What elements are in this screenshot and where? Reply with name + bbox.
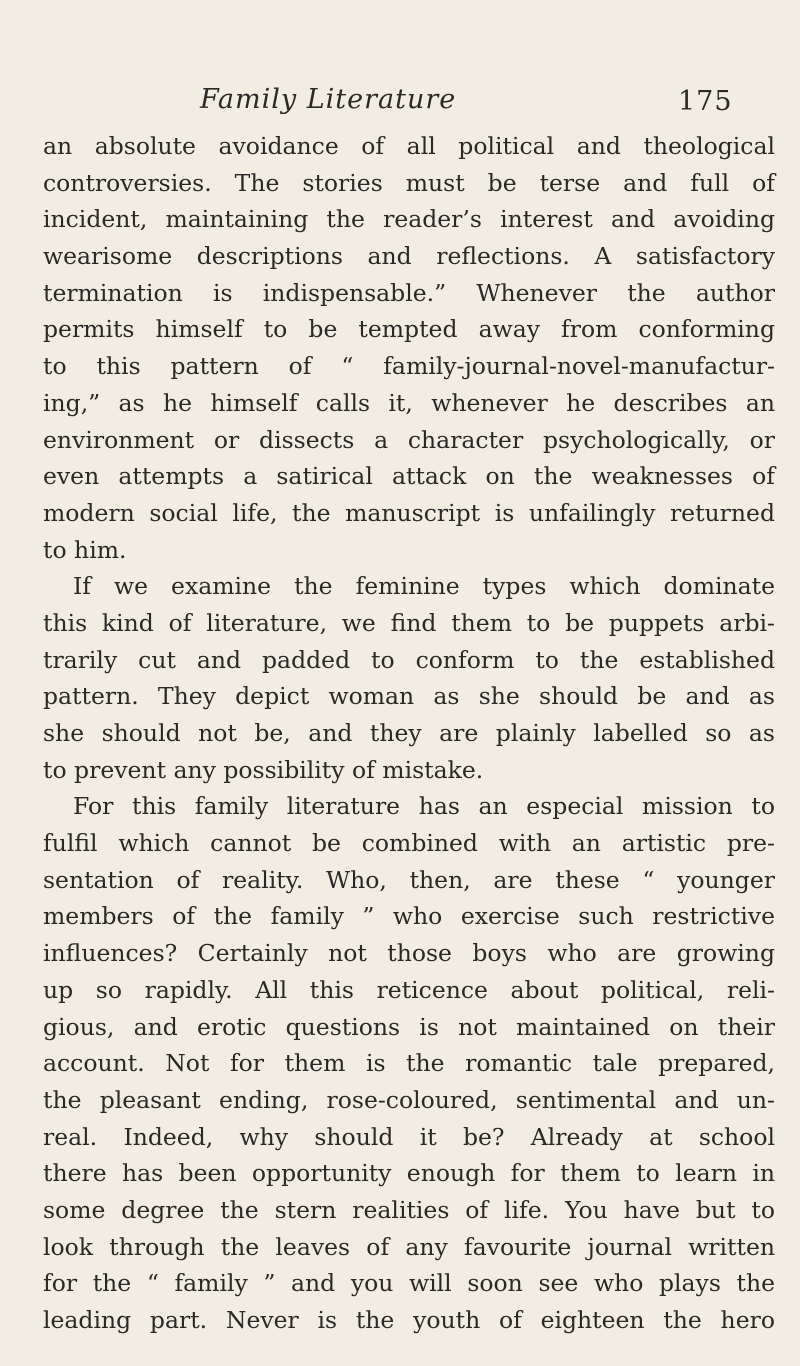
text-line: environment or dissects a character psychologically, or [43, 425, 775, 454]
text-line: wearisome descriptions and reflections. A satisfactory [43, 242, 775, 271]
body-text [43, 128, 775, 1339]
running-title: Family Literature [200, 84, 457, 115]
text-line: trarily cut and padded to conform to the established [43, 645, 775, 674]
text-line: members of the family ” who exercise such restrictive [43, 902, 775, 931]
text-line: to him. [43, 535, 127, 564]
text-line: this kind of literature, we find them to be puppets arbi- [43, 608, 775, 637]
running-head [0, 84, 800, 124]
text-line: pattern. They depict woman as she should be and as [43, 682, 775, 711]
text-line: real. Indeed, why should it be? Already at school [43, 1122, 775, 1151]
text-line: For this family literature has an especial mission to [73, 792, 775, 821]
text-line: If we examine the feminine types which dominate [73, 572, 775, 601]
text-line: up so rapidly. All this reticence about political, reli- [43, 975, 775, 1004]
text-line: some degree the stern realities of life. You have but to [43, 1195, 775, 1224]
text-line: look through the leaves of any favourite journal written [43, 1232, 775, 1261]
text-line: controversies. The stories must be terse and full of [43, 168, 775, 197]
text-line: modern social life, the manuscript is unfailingly returned [43, 498, 775, 527]
text-line: termination is indispensable.” Whenever the author [43, 278, 775, 307]
text-line: an absolute avoidance of all political and theological [43, 132, 775, 160]
text-line: account. Not for them is the romantic tale prepared, [43, 1049, 775, 1078]
text-line: leading part. Never is the youth of eighteen the hero [43, 1306, 775, 1334]
text-line: influences? Certainly not those boys who are growing [43, 939, 775, 968]
text-line: incident, maintaining the reader’s interest and avoiding [43, 205, 775, 234]
text-line: ing,” as he himself calls it, whenever he describes an [43, 388, 775, 417]
page-number: 175 [678, 86, 733, 117]
text-line: to this pattern of “ family-journal-novel-manufactur- [43, 352, 775, 381]
text-line: gious, and erotic questions is not maintained on their [43, 1012, 775, 1041]
text-line: even attempts a satirical attack on the weaknesses of [43, 462, 775, 491]
text-line: for the “ family ” and you will soon see who plays the [43, 1269, 775, 1298]
text-line: permits himself to be tempted away from conforming [43, 315, 775, 344]
text-line: fulfil which cannot be combined with an artistic pre- [43, 829, 775, 858]
text-line: she should not be, and they are plainly labelled so as [43, 719, 775, 747]
text-line: there has been opportunity enough for them to learn in [43, 1159, 775, 1188]
text-line: sentation of reality. Who, then, are these “ younger [43, 865, 775, 894]
text-line: to prevent any possibility of mistake. [43, 755, 484, 784]
text-line: the pleasant ending, rose-coloured, sentimental and un- [43, 1085, 775, 1114]
